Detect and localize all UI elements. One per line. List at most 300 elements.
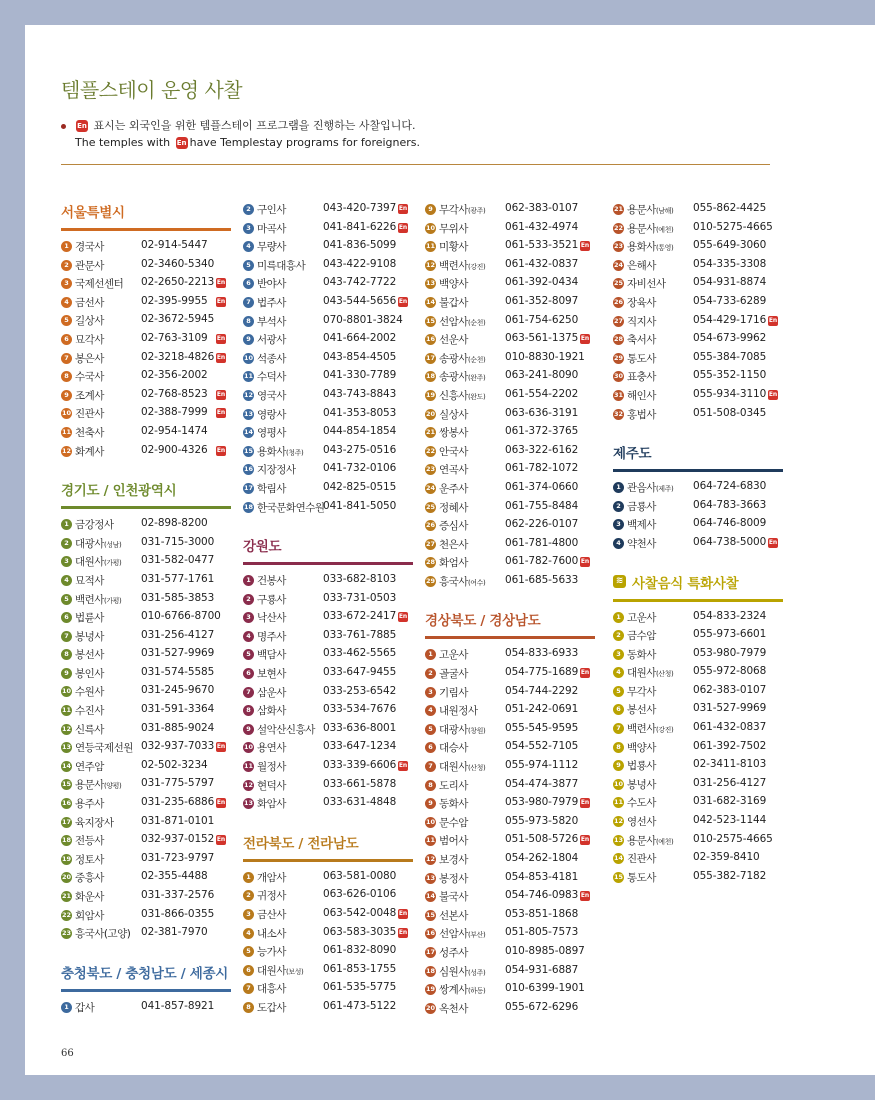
temple-name: 흥국사(고양) — [75, 928, 131, 941]
temple-row — [425, 944, 595, 963]
en-badge-icon: En — [216, 297, 226, 305]
temple-row — [613, 498, 783, 517]
temple-phone: 055-973-6601 — [693, 628, 767, 641]
temple-phone: 061-554-2202 — [505, 387, 579, 400]
temple-row — [613, 406, 783, 425]
temple-row — [61, 925, 231, 944]
temple-phone: 043-420-7397 — [323, 202, 397, 214]
temple-name: 건봉사 — [257, 575, 286, 588]
temple-row — [425, 1000, 595, 1019]
temple-name: 용문사(예천) — [627, 222, 674, 235]
en-badge-icon: En — [216, 799, 226, 807]
temple-phone: 031-885-9024 — [141, 721, 215, 734]
number-badge: 4 — [61, 297, 72, 308]
temple-row — [243, 313, 413, 332]
temple-row — [243, 387, 413, 406]
number-badge: 9 — [243, 724, 254, 735]
temple-name: 미륵대흥사 — [257, 259, 306, 272]
number-badge: 8 — [243, 705, 254, 716]
number-badge: 16 — [425, 335, 436, 344]
temple-row — [61, 572, 231, 591]
temple-row — [613, 535, 783, 554]
temple-phone: 02-3218-4826 — [141, 350, 215, 363]
temple-phone: 063-583-3035 — [323, 925, 397, 938]
number-badge: 12 — [243, 780, 254, 789]
temple-row — [243, 368, 413, 387]
temple-row — [61, 443, 231, 462]
temple-name: 대광사(창원) — [439, 723, 486, 736]
number-badge: 11 — [243, 762, 254, 771]
number-badge: 1 — [243, 575, 254, 586]
temple-name: 용문사(남해) — [627, 204, 674, 216]
number-badge: 17 — [425, 947, 436, 956]
number-badge: 8 — [425, 780, 436, 791]
temple-name: 문수암 — [439, 816, 468, 829]
temple-row — [613, 794, 783, 813]
number-badge: 13 — [613, 835, 624, 844]
temple-row — [243, 424, 413, 443]
number-badge: 11 — [61, 706, 72, 715]
en-badge-icon: En — [176, 139, 187, 147]
temple-phone: 061-432-0837 — [505, 257, 579, 270]
temple-name: 쌍봉사 — [439, 427, 468, 440]
number-badge: 5 — [61, 594, 72, 605]
temple-phone: 02-359-8410 — [693, 851, 760, 864]
temple-row — [425, 646, 595, 665]
temple-row — [243, 461, 413, 480]
temple-name: 길상사 — [75, 315, 104, 328]
temple-row — [425, 350, 595, 369]
temple-phone: 041-857-8921 — [141, 999, 215, 1012]
temple-name: 동화사 — [627, 648, 656, 661]
number-badge: 8 — [243, 1002, 254, 1013]
temple-name: 선본사 — [439, 909, 468, 922]
number-badge: 19 — [61, 854, 72, 863]
temple-name: 용문사(예천) — [627, 834, 674, 847]
temple-phone: 041-330-7789 — [323, 369, 397, 382]
temple-phone: 033-647-1234 — [323, 740, 397, 753]
temple-name: 석종사 — [257, 352, 286, 365]
temple-name: 화계사 — [75, 445, 104, 458]
temple-phone: 043-854-4505 — [323, 350, 397, 363]
number-badge: 6 — [243, 278, 254, 289]
temple-row — [61, 312, 231, 331]
number-badge: 29 — [613, 353, 624, 362]
temple-phone: 061-832-8090 — [323, 944, 397, 957]
temple-phone: 02-3411-8103 — [693, 758, 767, 771]
temple-name: 쌍계사(하동) — [439, 984, 486, 997]
temple-name: 능가사 — [257, 946, 286, 959]
temple-name: 천은사 — [439, 538, 468, 551]
number-badge: 8 — [61, 371, 72, 382]
temple-row — [613, 757, 783, 776]
temple-phone: 054-775-1689 — [505, 666, 579, 679]
en-badge-icon: En — [216, 836, 226, 844]
en-badge-icon: En — [77, 122, 87, 130]
number-badge: 1 — [243, 872, 254, 883]
temple-name: 법룡사 — [627, 760, 656, 773]
temple-phone: 033-253-6542 — [323, 684, 397, 697]
temple-phone: 055-672-6296 — [505, 1000, 579, 1013]
temple-name: 도리사 — [439, 779, 468, 792]
number-badge: 12 — [61, 724, 72, 733]
temple-phone: 02-3460-5340 — [141, 257, 215, 270]
temple-row — [243, 443, 413, 462]
temple-phone: 054-262-1804 — [505, 852, 579, 864]
region-section — [425, 201, 595, 591]
temple-name: 용문사(양평) — [75, 779, 122, 792]
temple-name: 묘각사 — [75, 333, 104, 346]
temple-phone: 02-381-7970 — [141, 926, 208, 939]
number-badge: 6 — [613, 704, 624, 715]
temple-row — [425, 480, 595, 499]
temple-row — [243, 591, 413, 610]
en-badge-icon: En — [398, 910, 408, 917]
note-english: have Templestay programs for foreigners. — [189, 136, 421, 149]
temple-name: 봉선사 — [627, 704, 656, 717]
temple-phone: 02-502-3234 — [141, 758, 208, 771]
temple-phone: 02-388-7999 — [141, 406, 208, 419]
temple-phone: 054-552-7105 — [505, 740, 579, 753]
temple-row — [243, 257, 413, 276]
number-badge: 11 — [425, 242, 436, 251]
temple-row — [61, 331, 231, 350]
temple-phone: 051-508-0345 — [693, 406, 767, 419]
region-section — [613, 201, 783, 424]
temple-phone: 032-937-7033 — [141, 740, 215, 753]
temple-name: 해인사 — [627, 389, 656, 402]
temple-phone: 053-980-7979 — [505, 796, 579, 809]
temple-name: 백련사(강진) — [439, 259, 486, 272]
temple-row — [243, 275, 413, 294]
number-badge: 3 — [243, 909, 254, 920]
temple-row — [613, 313, 783, 332]
temple-row — [425, 406, 595, 425]
number-badge: 4 — [243, 928, 254, 939]
temple-phone: 055-384-7085 — [693, 350, 767, 363]
temple-name: 약천사 — [627, 537, 656, 550]
temple-name: 불국사 — [439, 891, 468, 904]
en-badge-icon: En — [398, 613, 408, 621]
number-badge: 5 — [61, 315, 72, 326]
temple-phone: 041-841-6226 — [323, 220, 397, 233]
temple-name: 학림사 — [257, 482, 286, 495]
divider — [61, 164, 770, 165]
temple-phone: 061-781-4800 — [505, 536, 579, 549]
number-badge: 14 — [613, 854, 624, 863]
temple-row — [243, 294, 413, 313]
temple-phone: 042-523-1144 — [693, 814, 767, 827]
temple-row — [61, 832, 231, 851]
temple-name: 개암사 — [257, 871, 286, 884]
temple-row — [61, 721, 231, 740]
temple-name: 서광사 — [257, 334, 286, 347]
temple-row — [613, 813, 783, 832]
temple-row — [61, 999, 231, 1018]
temple-phone: 064-783-3663 — [693, 498, 767, 511]
temple-row — [243, 869, 413, 888]
temple-name: 법주사 — [257, 296, 286, 309]
temple-row — [61, 665, 231, 684]
number-badge: 28 — [425, 558, 436, 567]
number-badge: 26 — [425, 521, 436, 530]
region-section — [243, 201, 413, 517]
temple-phone: 041-664-2002 — [323, 332, 397, 345]
number-badge: 28 — [613, 335, 624, 344]
number-badge: 9 — [425, 798, 436, 809]
temple-row — [425, 907, 595, 926]
temple-row — [243, 795, 413, 814]
temple-phone: 061-755-8484 — [505, 499, 579, 512]
note-english-pre: The temples with — [75, 136, 171, 149]
temple-row — [243, 406, 413, 425]
temple-phone: 033-339-6606 — [323, 759, 397, 772]
temple-name: 대승사 — [439, 742, 468, 755]
temple-phone: 031-582-0477 — [141, 554, 215, 567]
temple-name: 선암사(부산) — [439, 928, 486, 941]
temple-phone: 061-853-1755 — [323, 962, 397, 975]
temple-phone: 061-392-7502 — [693, 739, 767, 752]
number-badge: 7 — [425, 761, 436, 772]
temple-name: 구인사 — [257, 204, 286, 216]
region-title — [61, 479, 231, 509]
temple-phone: 041-836-5099 — [323, 239, 397, 252]
number-badge: 1 — [61, 241, 72, 252]
en-badge-icon: En — [398, 762, 408, 770]
temple-row — [61, 535, 231, 554]
number-badge: 16 — [425, 929, 436, 938]
temple-row — [61, 294, 231, 313]
number-badge: 11 — [243, 372, 254, 381]
region-section — [61, 201, 231, 461]
number-badge: 4 — [61, 575, 72, 586]
temple-row — [613, 776, 783, 795]
temple-row — [425, 313, 595, 332]
number-badge: 18 — [61, 836, 72, 845]
temple-phone: 02-914-5447 — [141, 239, 208, 251]
temple-name: 통도사 — [627, 871, 656, 884]
region-title — [613, 572, 783, 602]
temple-phone: 02-763-3109 — [141, 331, 208, 344]
temple-name: 용화사(청주) — [257, 445, 304, 458]
temple-name: 선암사(순천) — [439, 315, 486, 328]
temple-row — [613, 331, 783, 350]
temple-name: 연주암 — [75, 760, 104, 773]
number-badge: 7 — [61, 353, 72, 364]
temple-row — [613, 220, 783, 239]
temple-name: 송광사(완주) — [439, 371, 486, 384]
temple-row — [243, 609, 413, 628]
number-badge: 18 — [425, 966, 436, 975]
temple-name: 백제사 — [627, 519, 656, 532]
number-badge: 2 — [243, 594, 254, 605]
number-badge: 9 — [613, 760, 624, 771]
temple-name: 용화사(통영) — [627, 241, 674, 254]
en-badge-icon: En — [216, 390, 226, 398]
number-badge: 22 — [425, 446, 436, 455]
temple-name: 은해사 — [627, 259, 656, 272]
temple-phone: 031-527-9969 — [141, 647, 215, 660]
region-section — [243, 832, 413, 1018]
temple-phone: 010-5275-4665 — [693, 220, 773, 233]
temple-row — [613, 387, 783, 406]
temple-row — [61, 702, 231, 721]
temple-phone: 062-383-0107 — [693, 683, 767, 696]
temple-row — [425, 925, 595, 944]
temple-name: 영선사 — [627, 816, 656, 829]
en-badge-icon: En — [216, 409, 226, 417]
en-badge-icon: En — [580, 669, 590, 677]
temple-name: 월정사 — [257, 761, 286, 774]
number-badge: 13 — [61, 743, 72, 752]
number-badge: 22 — [613, 223, 624, 232]
temple-phone: 033-462-5565 — [323, 647, 397, 660]
temple-row — [613, 516, 783, 535]
temple-row — [61, 553, 231, 572]
number-badge: 14 — [425, 892, 436, 901]
number-badge: 4 — [425, 705, 436, 716]
temple-phone: 033-682-8103 — [323, 573, 397, 586]
temple-name: 통도사 — [627, 352, 656, 365]
temple-phone: 063-626-0106 — [323, 888, 397, 901]
temple-phone: 031-245-9670 — [141, 684, 215, 697]
temple-name: 수도사 — [627, 797, 656, 810]
temple-name: 백련사(강진) — [627, 723, 674, 736]
temple-phone: 054-474-3877 — [505, 777, 579, 790]
temple-phone: 041-353-8053 — [323, 406, 397, 419]
temple-name: 봉녕사 — [75, 630, 104, 643]
number-badge: 2 — [613, 630, 624, 641]
temple-phone: 042-825-0515 — [323, 480, 397, 493]
number-badge: 30 — [613, 372, 624, 381]
region-title — [425, 609, 595, 639]
number-badge: 16 — [61, 799, 72, 808]
temple-phone: 054-853-4181 — [505, 870, 579, 883]
temple-row — [61, 869, 231, 888]
temple-phone: 033-731-0503 — [323, 591, 397, 604]
temple-name: 천축사 — [75, 426, 104, 439]
temple-row — [61, 257, 231, 276]
en-badge-icon: En — [768, 538, 778, 546]
temple-name: 정혜사 — [439, 501, 468, 514]
temple-row — [425, 257, 595, 276]
temple-phone: 031-256-4127 — [141, 628, 215, 641]
temple-phone: 055-934-3110 — [693, 387, 767, 400]
temple-row — [243, 925, 413, 944]
temple-name: 설악산신흥사 — [257, 723, 315, 736]
number-badge: 10 — [425, 223, 436, 232]
temple-name: 대원사(산청) — [439, 761, 486, 774]
temple-row — [61, 628, 231, 647]
temple-phone: 031-775-5797 — [141, 777, 215, 790]
temple-name: 미황사 — [439, 241, 468, 254]
number-badge: 25 — [613, 279, 624, 288]
en-badge-icon: En — [216, 353, 226, 361]
number-badge: 12 — [425, 260, 436, 269]
temple-row — [243, 943, 413, 962]
temple-name: 대원사(가평) — [75, 556, 122, 569]
temple-name: 성주사 — [439, 946, 468, 959]
temple-name: 무량사 — [257, 241, 286, 254]
temple-name: 안국사 — [439, 445, 468, 458]
temple-name: 백양사 — [439, 278, 468, 291]
region-title-text: 경상북도 / 경상남도 — [425, 613, 541, 630]
temple-name: 연곡사 — [439, 464, 468, 477]
temple-row — [425, 443, 595, 462]
number-badge: 14 — [425, 297, 436, 306]
temple-row — [613, 739, 783, 758]
region-title-text: 경기도 / 인천광역시 — [61, 483, 177, 500]
temple-name: 장육사 — [627, 296, 656, 309]
temple-row — [243, 201, 413, 220]
temple-phone: 054-335-3308 — [693, 257, 767, 270]
temple-phone: 055-545-9595 — [505, 721, 579, 734]
temple-phone: 053-980-7979 — [693, 646, 767, 659]
temple-name: 조계사 — [75, 389, 104, 402]
temple-phone: 02-898-8200 — [141, 517, 208, 530]
en-badge-icon: En — [768, 390, 778, 398]
temple-row — [243, 999, 413, 1018]
number-badge: 7 — [61, 631, 72, 642]
number-badge: 1 — [613, 482, 624, 493]
temple-name: 중흥사 — [75, 872, 104, 885]
temple-phone: 055-974-1112 — [505, 759, 579, 772]
number-badge: 7 — [243, 983, 254, 994]
temple-row — [613, 720, 783, 739]
number-badge: 14 — [61, 761, 72, 770]
temple-phone: 033-636-8001 — [323, 721, 397, 734]
temple-phone: 054-833-2324 — [693, 609, 767, 622]
temple-row — [613, 609, 783, 628]
number-badge: 13 — [425, 279, 436, 288]
column-1 — [61, 201, 231, 1019]
temple-phone: 02-355-4488 — [141, 870, 208, 883]
temple-name: 마곡사 — [257, 222, 286, 235]
number-badge: 3 — [61, 278, 72, 289]
number-badge: 3 — [61, 556, 72, 567]
temple-row — [425, 387, 595, 406]
temple-phone: 043-544-5656 — [323, 294, 397, 307]
temple-name: 영평사 — [257, 427, 286, 440]
temple-name: 백담사 — [257, 649, 286, 662]
temple-row — [243, 220, 413, 239]
number-badge: 2 — [425, 668, 436, 679]
number-badge: 4 — [243, 631, 254, 642]
number-badge: 14 — [243, 428, 254, 437]
temple-phone: 061-535-5775 — [323, 981, 397, 994]
temple-name: 봉선사 — [75, 649, 104, 662]
temple-name: 불갑사 — [439, 296, 468, 309]
temple-name: 부석사 — [257, 315, 286, 328]
temple-phone: 054-746-0983 — [505, 889, 579, 902]
temple-name: 정토사 — [75, 853, 104, 866]
number-badge: 8 — [243, 316, 254, 327]
temple-name: 명주사 — [257, 630, 286, 643]
temple-name: 반야사 — [257, 278, 286, 291]
temple-phone: 043-275-0516 — [323, 443, 397, 456]
temple-row — [425, 275, 595, 294]
number-badge: 4 — [243, 241, 254, 252]
number-badge: 15 — [61, 780, 72, 789]
temple-phone: 033-534-7676 — [323, 703, 397, 716]
temple-name: 증심사 — [439, 520, 468, 533]
temple-name: 봉정사 — [439, 872, 468, 885]
number-badge: 1 — [61, 1002, 72, 1013]
temple-name: 전등사 — [75, 835, 104, 848]
temple-phone: 062-226-0107 — [505, 518, 579, 531]
temple-row — [613, 869, 783, 888]
temple-row — [61, 238, 231, 257]
